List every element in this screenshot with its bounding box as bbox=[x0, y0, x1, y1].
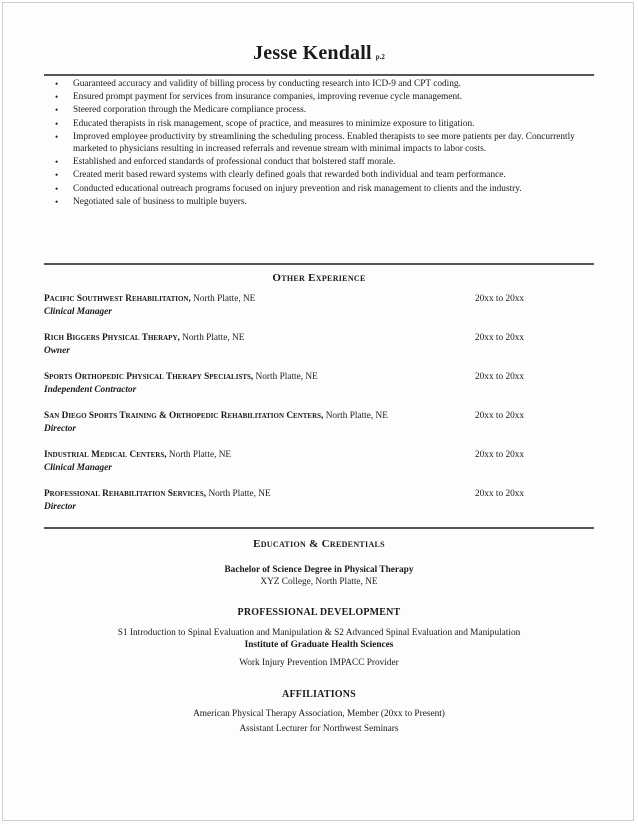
job-organization: San Diego Sports Training & Orthopedic Rehabilitation Centers, bbox=[44, 411, 324, 421]
job-dates: 20xx to 20xx bbox=[475, 294, 525, 304]
job-role: Clinical Manager bbox=[44, 307, 112, 317]
job-role: Director bbox=[44, 424, 77, 434]
job-dates: 20xx to 20xx bbox=[475, 489, 525, 499]
job-entry bbox=[44, 332, 594, 371]
education-title: Education & Credentials bbox=[253, 538, 385, 550]
job-role: Director bbox=[44, 502, 77, 512]
course-name: S1 Introduction to Spinal Evaluation and Manipulation & S2 Advanced Spinal Evaluation and Manipulation bbox=[117, 628, 521, 638]
provider-credential: Work Injury Prevention IMPACC Provider bbox=[239, 658, 399, 668]
achievements-list bbox=[44, 78, 594, 209]
job-entry bbox=[44, 488, 594, 527]
header-divider bbox=[44, 74, 594, 76]
resume-header bbox=[0, 42, 638, 65]
job-dates: 20xx to 20xx bbox=[475, 450, 525, 460]
achievement-item: • Educated therapists in risk management, scope of practice, and measures to minimize exposure to litigation. bbox=[44, 118, 594, 130]
job-dates: 20xx to 20xx bbox=[475, 411, 525, 421]
job-location: North Platte, NE bbox=[166, 450, 232, 460]
job-organization: Professional Rehabilitation Services, bbox=[44, 489, 207, 499]
section-divider bbox=[44, 263, 594, 265]
job-organization: Pacific Southwest Rehabilitation, bbox=[44, 294, 191, 304]
other-experience-list bbox=[44, 293, 594, 527]
professional-development-title: PROFESSIONAL DEVELOPMENT bbox=[237, 607, 401, 618]
achievement-item: • Ensured prompt payment for services from insurance companies, improving revenue cycle management. bbox=[44, 91, 594, 103]
job-role: Clinical Manager bbox=[44, 463, 112, 473]
school-name: XYZ College, North Platte, NE bbox=[260, 577, 378, 587]
achievement-item: • Negotiated sale of business to multiple buyers. bbox=[44, 196, 594, 208]
institute-name: Institute of Graduate Health Sciences bbox=[244, 640, 394, 650]
job-organization: Sports Orthopedic Physical Therapy Specialists, bbox=[44, 372, 254, 382]
job-entry bbox=[44, 293, 594, 332]
job-dates: 20xx to 20xx bbox=[475, 372, 525, 382]
job-location: North Platte, NE bbox=[253, 372, 318, 382]
achievement-item: • Guaranteed accuracy and validity of billing process by conducting research into ICD-9 and CPT coding. bbox=[44, 78, 594, 90]
job-role: Independent Contractor bbox=[44, 385, 137, 395]
affiliation-item: American Physical Therapy Association, Member (20xx to Present) bbox=[193, 709, 445, 719]
achievement-item: • Conducted educational outreach programs focused on injury prevention and risk management to clients and the industry. bbox=[44, 183, 594, 195]
achievement-item: • Improved employee productivity by streamlining the scheduling process. Enabled therapists to see more patients per day. Concurrently marketed to physicians resulting in increased referrals and revenue stream with minimal impacts to labor costs. bbox=[44, 131, 594, 155]
affiliations-title: AFFILIATIONS bbox=[282, 689, 356, 700]
job-location: North Platte, NE bbox=[179, 333, 245, 343]
section-divider bbox=[44, 527, 594, 529]
job-organization: Industrial Medical Centers, bbox=[44, 450, 167, 460]
job-organization: Rich Biggers Physical Therapy, bbox=[44, 333, 180, 343]
achievement-item: • Established and enforced standards of professional conduct that bolstered staff morale. bbox=[44, 156, 594, 168]
affiliation-item: Assistant Lecturer for Northwest Seminars bbox=[239, 724, 399, 734]
job-role: Owner bbox=[44, 346, 70, 356]
job-location: North Platte, NE bbox=[206, 489, 271, 499]
other-experience-title: Other Experience bbox=[272, 272, 366, 284]
job-location: North Platte, NE bbox=[323, 411, 388, 421]
job-entry bbox=[44, 371, 594, 410]
job-location: North Platte, NE bbox=[190, 294, 256, 304]
job-entry bbox=[44, 410, 594, 449]
job-entry bbox=[44, 449, 594, 488]
degree-name: Bachelor of Science Degree in Physical Therapy bbox=[224, 565, 414, 575]
achievement-item: • Steered corporation through the Medicare compliance process. bbox=[44, 104, 594, 116]
candidate-name: Jesse Kendall bbox=[253, 42, 372, 64]
achievement-item: • Created merit based reward systems with clearly defined goals that rewarded both individual and team performance. bbox=[44, 169, 594, 181]
page-number: p.2 bbox=[375, 53, 385, 61]
job-dates: 20xx to 20xx bbox=[475, 333, 525, 343]
